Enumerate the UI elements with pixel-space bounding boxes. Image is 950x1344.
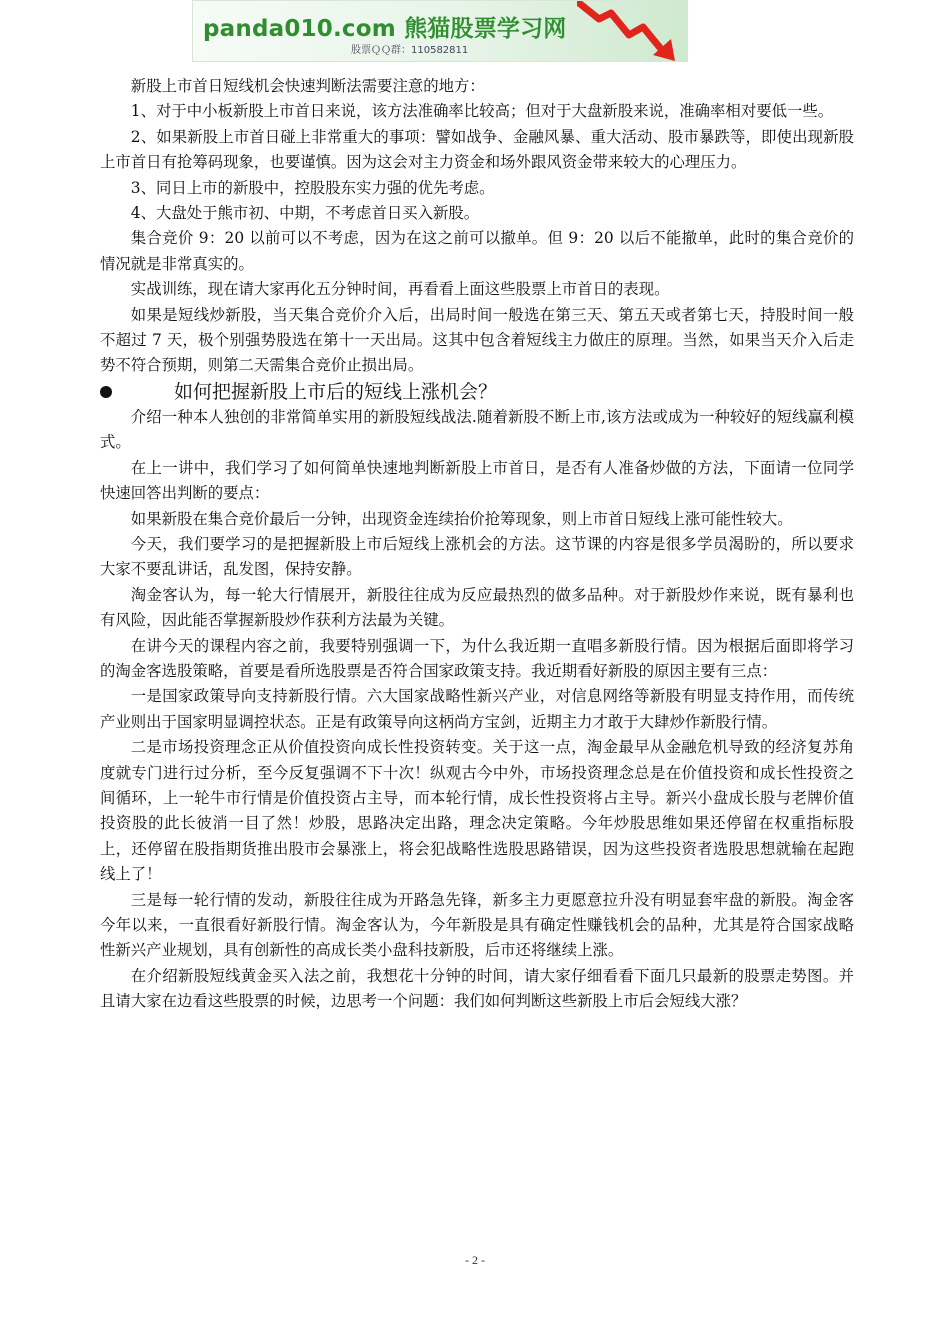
paragraph: 4、大盘处于熊市初、中期，不考虑首日买入新股。 (130, 204, 480, 223)
paragraph: 三是每一轮行情的发动，新股往往成为开路急先锋，新多主力更愿意拉升没有明显套牢盘的新股。淘金客今年以来，一直很看好新股行情。淘金客认为，今年新股是具有确定性赚钱机会的品种，尤其是符合国家战略性新兴产业规划，具有创新性的高成长类小盘科技新股，后市还将继续上涨。 (100, 890, 854, 960)
banner-site-title: panda010.com 熊猫股票学习网 (203, 16, 567, 42)
document-body (100, 74, 854, 1015)
paragraph: 在讲今天的课程内容之前，我要特别强调一下，为什么我近期一直唱多新股行情。因为根据后面即将学习的淘金客选股策略，首要是看所选股票是否符合国家政策支持。我近期看好新股的原因主要有三点： (100, 636, 854, 680)
paragraph: 淘金客认为，每一轮大行情展开，新股往往成为反应最热烈的做多品种。对于新股炒作来说，既有暴利也有风险，因此能否掌握新股炒作获利方法最为关键。 (100, 585, 854, 630)
stock-down-arrow-icon (577, 1, 687, 62)
paragraph: 实战训练，现在请大家再化五分钟时间，再看看上面这些股票上市首日的表现。 (130, 280, 670, 299)
section-heading-text: 如何把握新股上市后的短线上涨机会？ (174, 380, 498, 403)
bullet-icon (100, 386, 112, 398)
section-2 (100, 405, 854, 1015)
paragraph: 二是市场投资理念正从价值投资向成长性投资转变。关于这一点，淘金最早从金融危机导致的经济复苏角度就专门进行过分析，至今反复强调不下十次！纵观古今中外，市场投资理念总是在价值投资和成长性投资之间循环，上一轮牛市行情是价值投资占主导，而本轮行情，成长性投资将占主导。新兴小盘成长股与老牌价值投资股的此长彼消一目了然！炒股，思路决定出路，理念决定策略。今年炒股思维如果还停留在权重指标股上，还停留在股指期货推出股市会暴涨上，将会犯战略性选股思路错误，因为这些投资者选股思想就输在起跑线上了！ (100, 738, 854, 884)
paragraph: 如果是短线炒新股，当天集合竞价介入后，出局时间一般选在第三天、第五天或者第七天，持股时间一般不超过 7 天，极个别强势股选在第十一天出局。这其中包含着短线主力做庄的原理。当然，如果当天介入后走势不符合预期，则第二天需集合竞价止损出局。 (100, 305, 854, 375)
paragraph: 介绍一种本人独创的非常简单实用的新股短线战法.随着新股不断上市,该方法或成为一种较好的短线赢利模式。 (100, 407, 854, 452)
paragraph: 集合竞价 9：20 以前可以不考虑，因为在这之前可以撤单。但 9：20 以后不能撤单，此时的集合竞价的情况就是非常真实的。 (100, 229, 854, 273)
page-number: - 2 - (465, 1253, 485, 1267)
paragraph: 1、对于中小板新股上市首日来说，该方法准确率比较高；但对于大盘新股来说，准确率相对要低一些。 (130, 102, 834, 121)
header-banner (192, 0, 688, 62)
paragraph: 今天，我们要学习的是把握新股上市后短线上涨机会的方法。这节课的内容是很多学员渴盼的，所以要求大家不要乱讲话，乱发图，保持安静。 (100, 534, 854, 579)
paragraph: 2、如果新股上市首日碰上非常重大的事项：譬如战争、金融风暴、重大活动、股市暴跌等，即使出现新股上市首日有抢筹码现象，也要谨慎。因为这会对主力资金和场外跟风资金带来较大的心理压力。 (100, 127, 854, 172)
banner-qq-group: 股票ＱＱ群：110582811 (351, 45, 469, 56)
paragraph: 3、同日上市的新股中，控股股东实力强的优先考虑。 (130, 178, 495, 197)
section-heading (100, 379, 854, 405)
paragraph: 一是国家政策导向支持新股行情。六大国家战略性新兴产业，对信息网络等新股有明显支持作用，而传统产业则出于国家明显调控状态。正是有政策导向这柄尚方宝剑，近期主力才敢于大肆炒作新股行情。 (100, 687, 854, 731)
paragraph: 新股上市首日短线机会快速判断法需要注意的地方： (130, 77, 485, 95)
paragraph: 在上一讲中，我们学习了如何简单快速地判断新股上市首日，是否有人准备炒做的方法，下面请一位同学快速回答出判断的要点： (100, 458, 854, 503)
paragraph: 在介绍新股短线黄金买入法之前，我想花十分钟的时间，请大家仔细看看下面几只最新的股票走势图。并且请大家在边看这些股票的时候，边思考一个问题：我们如何判断这些新股上市后会短线大涨？ (100, 966, 854, 1011)
paragraph: 如果新股在集合竞价最后一分钟，出现资金连续抬价抢筹现象，则上市首日短线上涨可能性较大。 (130, 509, 793, 528)
section-1 (100, 74, 854, 379)
